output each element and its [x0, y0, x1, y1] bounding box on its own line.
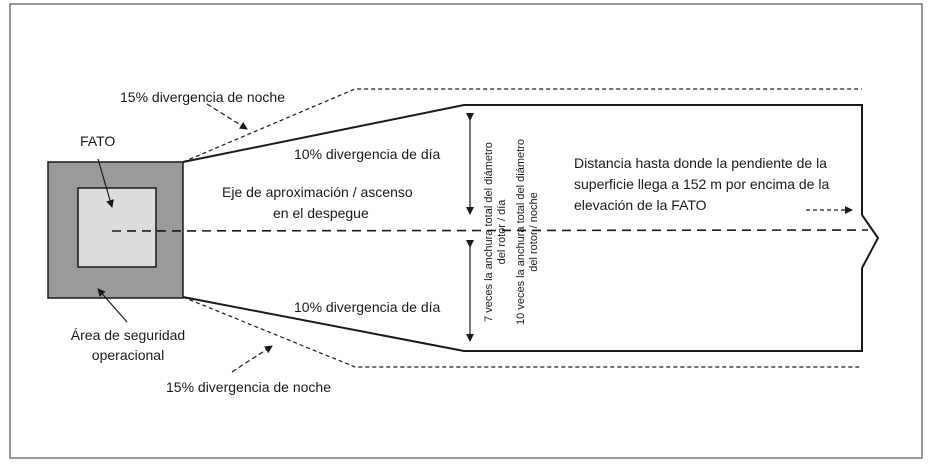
- axis-label-line1: Eje de aproximación / ascenso: [222, 184, 413, 200]
- night-bottom-leader: [232, 346, 272, 372]
- break-symbol: [862, 215, 878, 268]
- night-divergence-bottom-label: 15% divergencia de noche: [166, 379, 332, 395]
- night-top-leader: [207, 104, 247, 129]
- distance-label-line2: superficie llega a 152 m por encima de la: [574, 176, 830, 192]
- day-divergence-bottom-label: 10% divergencia de día: [294, 299, 441, 315]
- safety-area-label-line1: Área de seguridad: [70, 327, 186, 343]
- safety-area-label-line2: operacional: [91, 347, 165, 363]
- width-10x-label-line2: del rotor / noche: [528, 192, 540, 272]
- night-divergence-top-label: 15% divergencia de noche: [120, 89, 286, 105]
- axis-label-line2: en el despegue: [273, 205, 369, 221]
- width-7x-label-line1: 7 veces la anchura total del diámetro: [483, 142, 495, 322]
- fato-box: [78, 188, 156, 267]
- day-divergence-top-label: 10% divergencia de día: [294, 146, 441, 162]
- width-7x-label-line2: del rotor / día: [496, 199, 508, 265]
- distance-label-line1: Distancia hasta donde la pendiente de la: [574, 155, 827, 171]
- distance-label-line3: elevación de la FATO: [574, 197, 707, 213]
- width-10x-label-line1: 10 veces la anchura total del diámetro: [515, 139, 527, 325]
- fato-label: FATO: [80, 133, 116, 149]
